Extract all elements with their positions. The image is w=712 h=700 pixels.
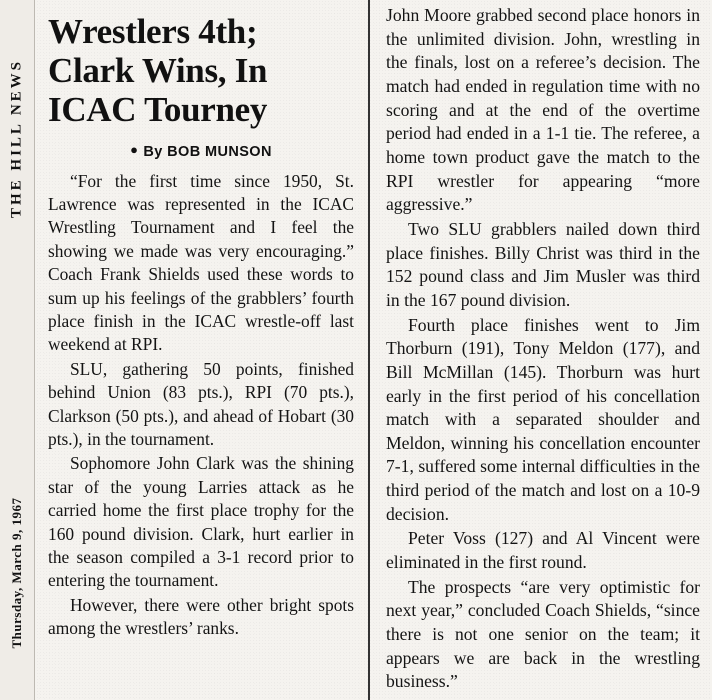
headline-line-3: ICAC Tourney bbox=[48, 90, 268, 130]
paragraph: Peter Voss (127) and Al Vincent were eliminated in the first round. bbox=[386, 528, 700, 573]
article-columns bbox=[34, 0, 712, 700]
publication-name: THE HILL NEWS bbox=[8, 58, 25, 219]
masthead-rail bbox=[0, 0, 35, 700]
paragraph: Sophomore John Clark was the shining star of the young Larries attack as he carried home the first place trophy for the 160 pound division. Clark, hurt earlier in the season compiled a 3-1 record prior to entering the tournament. bbox=[48, 453, 354, 591]
page-title bbox=[48, 12, 354, 130]
paragraph: “For the first time since 1950, St. Lawrence was represented in the ICAC Wrestling Tournament and I feel the showing we made was very encouraging.” Coach Frank Shields used these words to sum up his feelings of the grabblers’ fourth place finish in the ICAC wrestle-off last weekend at RPI. bbox=[48, 170, 354, 355]
paragraph: John Moore grabbed second place honors in the unlimited division. John, wrestling in the finals, lost on a referee’s decision. The match had ended in regulation time with no scoring and at the end of the overtime period had ended in a 1-1 tie. The referee, a home town product gave the match to the RPI wrestler for appearing “more aggressive.” bbox=[386, 5, 700, 215]
paragraph: SLU, gathering 50 points, finished behind Union (83 pts.), RPI (70 pts.), Clarkson (50 pts.), and ahead of Hobart (30 pts.), in the tournament. bbox=[48, 358, 354, 450]
headline-line-2: Clark Wins, In bbox=[48, 51, 268, 91]
paragraph: The prospects “are very optimistic for next year,” concluded Coach Shields, “since there is not one senior on the team; it appears we are back in the wrestling business.” bbox=[386, 576, 700, 692]
byline bbox=[48, 142, 354, 160]
headline-line-1: Wrestlers 4th; bbox=[48, 12, 258, 51]
paragraph: Two SLU grabblers nailed down third place finishes. Billy Christ was third in the 152 pound class and Jim Musler was third in the 167 pound division. bbox=[386, 218, 700, 310]
byline-text: By BOB MUNSON bbox=[143, 143, 272, 160]
paragraph: However, there were other bright spots among the wrestlers’ ranks. bbox=[48, 594, 354, 639]
left-column bbox=[34, 0, 370, 700]
paragraph: Fourth place finishes went to Jim Thorburn (191), Tony Meldon (177), and Bill McMillan (145). Thorburn was hurt early in the first period of his concellation match with a separated shoulder and Meldon, winning his concellation encounter 7-1, suffered some internal difficulties in the third period of the match and lost on a 10-9 decision. bbox=[386, 314, 700, 524]
bullet-icon: ● bbox=[130, 141, 139, 157]
right-column bbox=[370, 0, 712, 700]
publication-date: Thursday, March 9, 1967 bbox=[9, 497, 24, 649]
